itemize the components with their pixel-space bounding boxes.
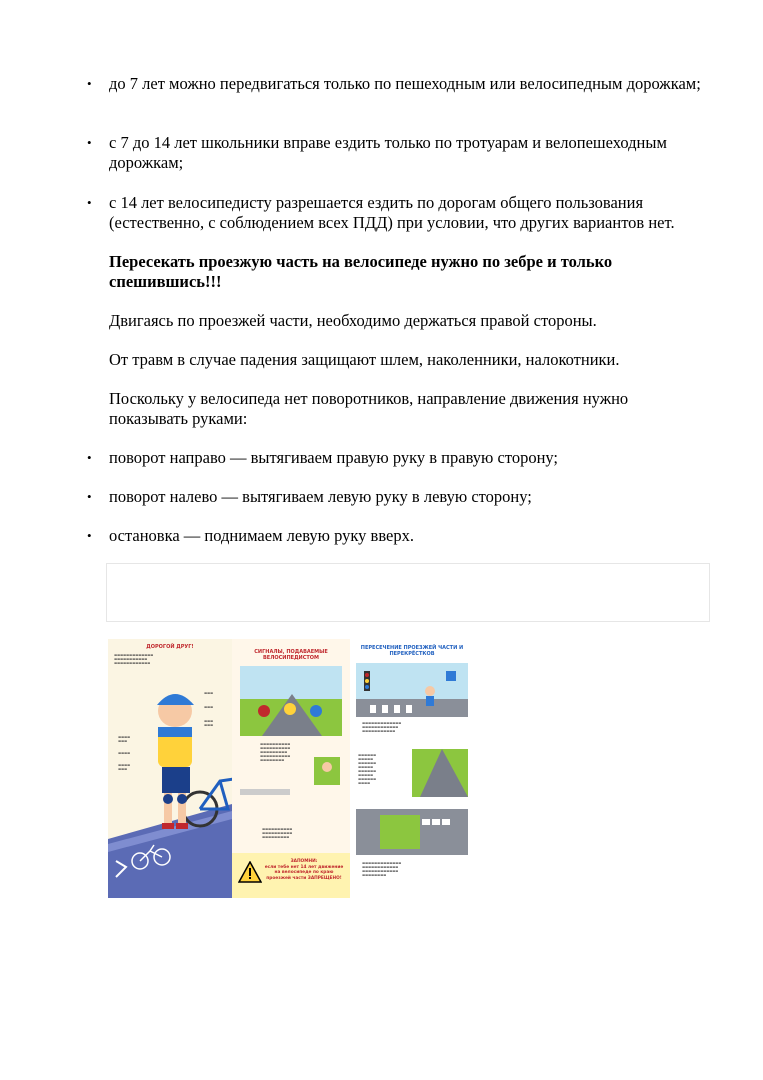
bullet-text: поворот направо — вытягиваем правую руку в правую сторону; <box>109 448 559 467</box>
list-item <box>87 487 709 507</box>
bold-paragraph: Пересекать проезжую часть на велосипеде нужно по зебре и только спешившись!!! <box>109 252 613 291</box>
list-item <box>87 193 709 233</box>
warning-icon <box>238 861 262 883</box>
list-item <box>87 526 709 546</box>
bullet-text: до 7 лет можно передвигаться только по пешеходным или велосипедным дорожкам; <box>109 74 701 93</box>
bullet-text: с 7 до 14 лет школьники вправе ездить только по тротуарам и велопешеходным дорожкам; <box>109 133 667 172</box>
bullet-text: поворот налево — вытягиваем левую руку в левую сторону; <box>109 487 532 506</box>
poster-warning-box <box>232 853 350 898</box>
warning-body: если тебе нет 14 лет движение на велосипеде по краю проезжей части ЗАПРЕЩЕНО! <box>264 864 344 881</box>
poster-panel-3-title: ПЕРЕСЕЧЕНИЕ ПРОЕЗЖЕЙ ЧАСТИ И ПЕРЕКРЁСТКОВ <box>360 645 464 657</box>
list-item <box>87 74 709 94</box>
paragraph: Двигаясь по проезжей части, необходимо держаться правой стороны. <box>109 311 597 330</box>
paragraph: Поскольку у велосипеда нет поворотников, направление движения нужно показывать руками: <box>109 389 629 428</box>
list-item <box>87 448 709 468</box>
poster-panel-1: ДОРОГОЙ ДРУГ! ▬▬▬▬▬▬▬▬▬▬▬▬▬ ▬▬▬▬▬▬▬▬▬▬▬ ▬▬▬▬▬▬▬▬▬▬▬▬ ▬▬▬ ▬▬▬ ▬▬▬ ▬▬▬ ▬▬▬▬ ▬▬▬ ▬▬▬▬ ▬▬▬▬ ▬▬▬ <box>108 639 232 898</box>
poster-panel-1-title: ДОРОГОЙ ДРУГ! <box>146 644 194 650</box>
poster-panel-3: ПЕРЕСЕЧЕНИЕ ПРОЕЗЖЕЙ ЧАСТИ И ПЕРЕКРЁСТКОВ ▬▬▬▬▬▬▬▬▬▬▬▬▬ ▬▬▬▬▬▬▬▬▬▬▬▬ ▬▬▬▬▬▬▬▬▬▬▬ ▬▬▬▬▬▬ ▬▬▬▬▬ ▬▬▬▬▬▬ ▬▬▬▬▬ ▬▬▬▬▬▬ ▬▬▬▬▬ ▬▬▬▬▬▬ ▬▬▬▬ ▬▬▬▬▬▬▬▬▬▬▬▬▬ ▬▬▬▬▬▬▬▬▬▬▬▬ ▬▬▬▬▬▬▬▬▬▬▬▬ ▬▬▬▬▬▬▬▬ <box>350 639 474 898</box>
poster-small-text: ▬▬▬▬▬▬▬▬▬▬▬▬▬ ▬▬▬▬▬▬▬▬▬▬▬ ▬▬▬▬▬▬▬▬▬▬▬▬ <box>114 653 154 665</box>
bullet-icon: • <box>87 135 92 150</box>
bullet-icon: • <box>87 489 92 504</box>
warning-title: ЗАПОМНИ: <box>290 859 318 864</box>
bicycle-safety-poster <box>108 639 474 898</box>
embedded-frame <box>106 563 710 622</box>
list-item <box>87 133 709 173</box>
bullet-icon: • <box>87 195 92 210</box>
bullet-icon: • <box>87 450 92 465</box>
bullet-icon: • <box>87 528 92 543</box>
bullet-text: остановка — поднимаем левую руку вверх. <box>109 526 414 545</box>
warning-text <box>262 859 346 881</box>
bullet-text: с 14 лет велосипедисту разрешается ездить по дорогам общего пользования (естественно, с соблюдением всех ПДД) при условии, что других вариантов нет. <box>109 193 675 232</box>
paragraph: От травм в случае падения защищают шлем, наколенники, налокотники. <box>109 350 620 369</box>
poster-panel-2-title: СИГНАЛЫ, ПОДАВАЕМЫЕ ВЕЛОСИПЕДИСТОМ <box>254 649 328 661</box>
bullet-icon: • <box>87 76 92 91</box>
poster-panel-2: СИГНАЛЫ, ПОДАВАЕМЫЕ ВЕЛОСИПЕДИСТОМ ▬▬▬▬▬▬▬▬▬▬ ▬▬▬▬▬▬▬▬▬▬ ▬▬▬▬▬▬▬▬▬ ▬▬▬▬▬▬▬▬▬▬ ▬▬▬▬▬▬▬▬ ▬▬▬▬▬▬▬▬▬▬ ▬▬▬▬▬▬▬▬▬▬ ▬▬▬▬▬▬▬▬▬ <box>232 639 350 898</box>
